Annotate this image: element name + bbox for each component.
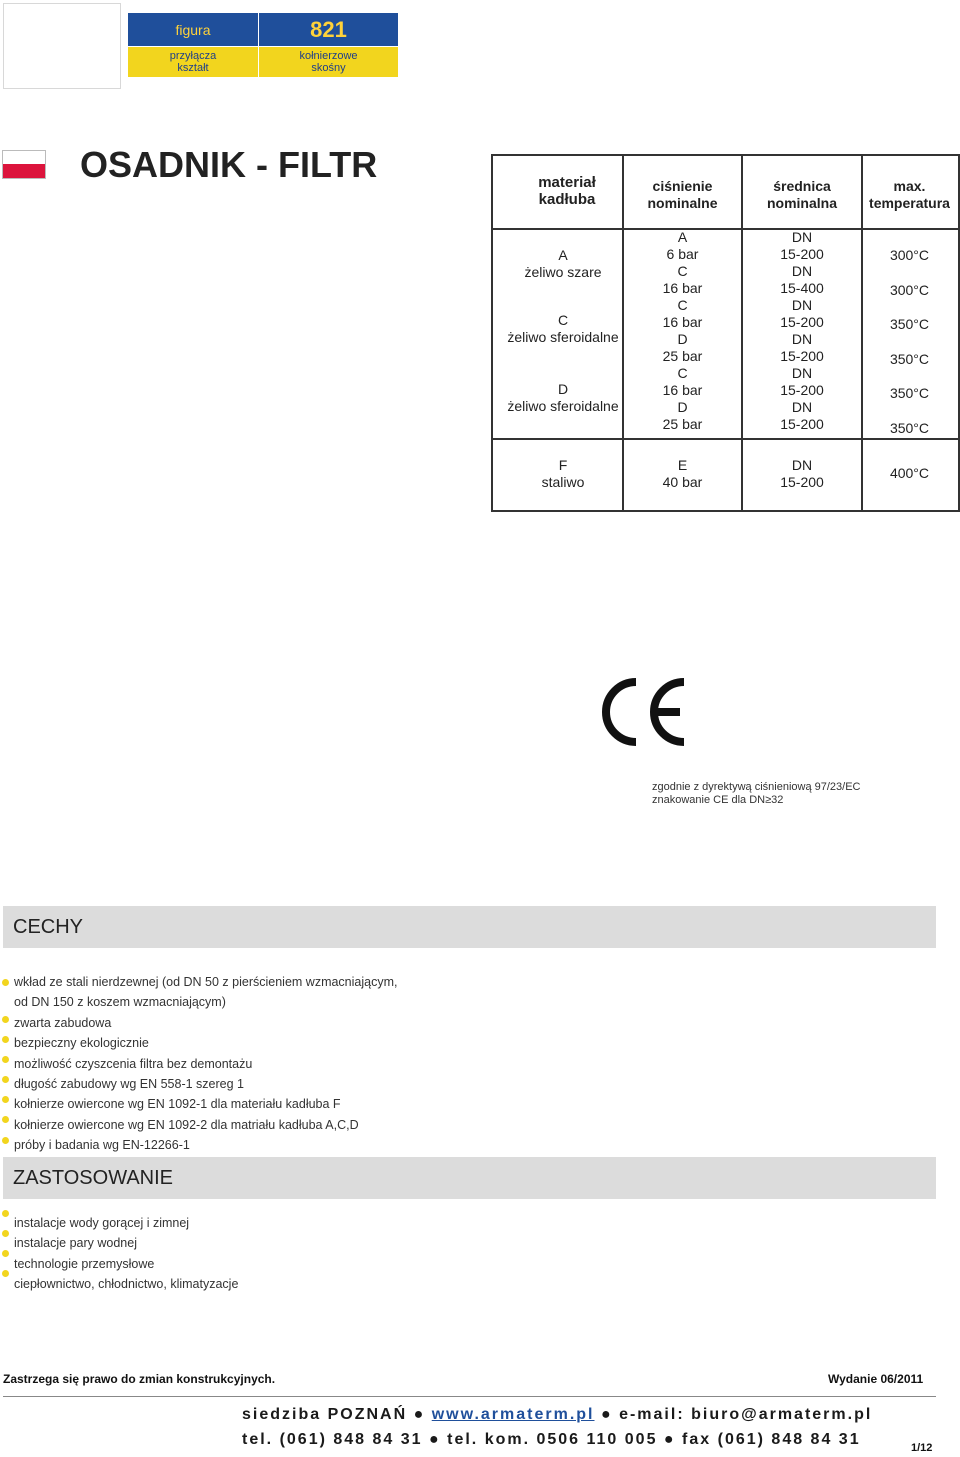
- disclaimer-text: Zastrzega się prawo do zmian konstrukcyjnych.: [3, 1372, 276, 1386]
- bullet-icon: [2, 1137, 9, 1144]
- bullet-icon: [2, 1056, 9, 1063]
- ce-mark-icon: [598, 678, 688, 746]
- list-item: wkład ze stali nierdzewnej (od DN 50 z pierścieniem wzmacniającym,: [14, 975, 398, 989]
- material-cell: A żeliwo szare: [524, 247, 602, 280]
- email-link[interactable]: e-mail: biuro@armaterm.pl: [619, 1406, 873, 1423]
- material-cell: F staliwo: [541, 457, 585, 490]
- header-temperature: max. temperatura: [869, 178, 950, 211]
- page-title: OSADNIK - FILTR: [80, 144, 378, 185]
- bullet-separator-icon: ●: [600, 1406, 613, 1423]
- headquarters-text: siedziba POZNAŃ: [242, 1406, 408, 1423]
- edition-text: Wydanie 06/2011: [828, 1372, 924, 1386]
- application-list: [14, 1213, 238, 1295]
- list-item: instalacje wody gorącej i zimnej: [14, 1216, 190, 1230]
- connection-label: przyłącza kształt: [128, 47, 258, 77]
- list-item: kołnierze owiercone wg EN 1092-2 dla matriału kadłuba A,C,D: [14, 1117, 359, 1132]
- spec-table: [491, 154, 960, 512]
- ce-compliance-text: zgodnie z dyrektywą ciśnieniową 97/23/EC znakowanie CE dla DN≥32: [652, 781, 861, 806]
- pressure-column: A 6 bar C 16 bar C 16 bar D 25 bar C 16 bar D 25 bar: [662, 229, 703, 432]
- list-item: próby i badania wg EN-12266-1: [14, 1138, 190, 1153]
- figura-label: figura: [128, 13, 258, 46]
- fax-text: fax (061) 848 84 31: [682, 1431, 861, 1448]
- website-link[interactable]: www.armaterm.pl: [431, 1406, 595, 1423]
- page-number: 1/12: [911, 1442, 933, 1454]
- list-item: długość zabudowy wg EN 558-1 szereg 1: [14, 1077, 244, 1092]
- header-pressure: ciśnienie nominalne: [647, 178, 718, 211]
- bullet-icon: [2, 1016, 9, 1023]
- list-item: od DN 150 z koszem wzmacniającym): [14, 995, 226, 1010]
- bullet-separator-icon: ●: [429, 1431, 441, 1448]
- list-item: instalacje pary wodnej: [14, 1236, 137, 1251]
- features-list: [14, 972, 397, 1156]
- poland-flag-icon: [2, 150, 46, 179]
- product-image-placeholder: [3, 3, 121, 89]
- list-item: bezpieczny ekologicznie: [14, 1036, 149, 1051]
- bullet-icon: [2, 1076, 9, 1083]
- bullet-icon: [2, 979, 9, 986]
- contact-line-2: [242, 1431, 861, 1449]
- contact-line-1: [242, 1406, 872, 1424]
- header-diameter: średnica nominalna: [766, 178, 837, 211]
- figure-header: [128, 13, 398, 77]
- list-item: technologie przemysłowe: [14, 1256, 155, 1271]
- bullet-icon: [2, 1116, 9, 1123]
- connection-value: kołnierzowe skośny: [259, 47, 398, 77]
- diameter-column: DN 15-200 DN 15-400 DN 15-200 DN 15-200 DN 15-200 DN 15-200: [780, 229, 824, 432]
- material-cell: C żeliwo sferoidalne: [507, 312, 619, 345]
- phone-text: tel. (061) 848 84 31: [242, 1431, 423, 1448]
- list-item: możliwość czyszcenia filtra bez demontażu: [14, 1056, 253, 1071]
- bullet-icon: [2, 1230, 9, 1237]
- header-material: materiał kadłuba: [538, 174, 596, 208]
- material-cell: D żeliwo sferoidalne: [507, 381, 619, 414]
- bullet-icon: [2, 1270, 9, 1277]
- bullet-icon: [2, 1096, 9, 1103]
- pressure-cell: E 40 bar: [662, 457, 703, 490]
- bullet-separator-icon: ●: [413, 1406, 426, 1423]
- figura-number: 821: [259, 13, 398, 46]
- bullet-separator-icon: ●: [663, 1431, 676, 1448]
- bullet-icon: [2, 1250, 9, 1257]
- list-item: kołnierze owiercone wg EN 1092-1 dla materiału kadłuba F: [14, 1097, 341, 1112]
- features-section-header: CECHY: [3, 906, 936, 948]
- bullet-icon: [2, 1210, 9, 1217]
- bullet-icon: [2, 1036, 9, 1043]
- list-item: zwarta zabudowa: [14, 1015, 112, 1030]
- footer-divider: [3, 1396, 936, 1397]
- temperature-cell: 400°C: [889, 465, 930, 481]
- mobile-phone-text: tel. kom. 0506 110 005: [447, 1431, 658, 1448]
- application-section-header: ZASTOSOWANIE: [3, 1157, 936, 1199]
- list-item: ciepłownictwo, chłodnictwo, klimatyzacje: [14, 1277, 239, 1292]
- temperature-column: 300°C 300°C 350°C 350°C 350°C 350°C: [889, 247, 930, 436]
- diameter-cell: DN 15-200: [780, 457, 824, 490]
